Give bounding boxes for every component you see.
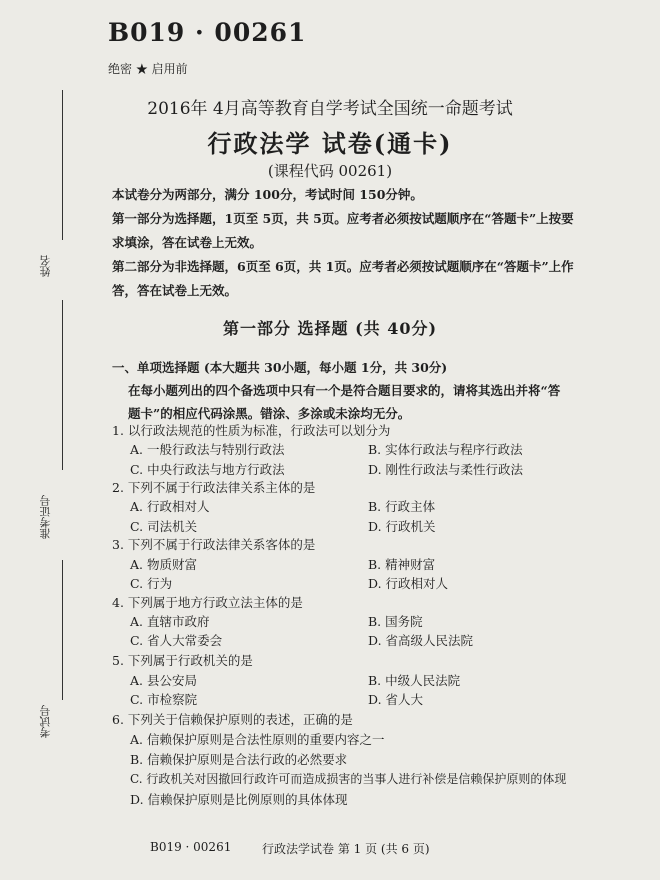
paper-code: B019 · 00261 [108, 18, 307, 47]
question-stem: 3. 下列不属于行政法律关系客体的是 [112, 537, 316, 552]
option-a: A. 直辖市政府 [130, 614, 210, 629]
intro-line: 第一部分为选择题，1页至 5页，共 5页。应考者必须按试题顺序在“答题卡”上按要 [112, 211, 574, 226]
option-d: D. 省高级人民法院 [368, 633, 474, 648]
intro-line: 答，答在试卷上无效。 [112, 283, 238, 298]
name-label: 姓名 [39, 255, 52, 277]
instruction-line: 在每小题列出的四个备选项中只有一个是符合题目要求的，请将其选出并将“答 [128, 383, 561, 398]
option-d: D. 信赖保护原则是比例原则的具体体现 [130, 792, 348, 807]
seat-number-label: 考试号 [39, 705, 52, 738]
intro-line: 本试卷分为两部分，满分 100分，考试时间 150分钟。 [112, 187, 423, 202]
option-d: D. 省人大 [368, 692, 424, 707]
option-b: B. 实体行政法与程序行政法 [368, 442, 523, 457]
exam-title: 2016年 4月高等教育自学考试全国统一命题考试 [147, 99, 513, 119]
intro-line: 第二部分为非选择题，6页至 6页，共 1页。应考者必须按试题顺序在“答题卡”上作 [112, 259, 574, 274]
section-title: 第一部分 选择题 (共 40分) [222, 319, 438, 338]
question-stem: 5. 下列属于行政机关的是 [112, 653, 253, 668]
question-stem: 6. 下列关于信赖保护原则的表述，正确的是 [112, 712, 353, 727]
option-a: A. 信赖保护原则是合法性原则的重要内容之一 [130, 732, 385, 747]
footer-code: B019 · 00261 [150, 840, 232, 854]
option-a: A. 一般行政法与特别行政法 [130, 442, 285, 457]
option-a: A. 县公安局 [130, 673, 197, 688]
option-b: B. 精神财富 [368, 557, 436, 572]
course-code: (课程代码 00261) [267, 162, 393, 180]
footer-page: 行政法学试卷 第 1 页 (共 6 页) [262, 842, 430, 856]
question-stem: 2. 下列不属于行政法律关系主体的是 [112, 480, 316, 495]
option-b: B. 中级人民法院 [368, 673, 461, 688]
option-a: A. 物质财富 [130, 557, 197, 572]
question-stem: 1. 以行政法规范的性质为标准，行政法可以划分为 [112, 423, 391, 438]
question-group-heading: 一、单项选择题 (本大题共 30小题，每小题 1分，共 30分) [112, 360, 448, 375]
admission-number-label: 准考证号 [39, 495, 52, 539]
option-b: B. 国务院 [368, 614, 423, 629]
intro-line: 求填涂，答在试卷上无效。 [112, 235, 263, 250]
confidential-mark: 绝密 ★ 启用前 [108, 62, 188, 76]
option-c: C. 行政机关对因撤回行政许可而造成损害的当事人进行补偿是信赖保护原则的体现 [130, 772, 567, 786]
binding-line [62, 560, 63, 700]
option-a: A. 行政相对人 [130, 499, 210, 514]
option-c: C. 省人大常委会 [130, 633, 223, 648]
option-c: C. 市检察院 [130, 692, 198, 707]
paper-title: 行政法学 试卷(通卡) [207, 129, 453, 158]
option-b: B. 信赖保护原则是合法行政的必然要求 [130, 752, 348, 767]
instruction-line: 题卡”的相应代码涂黑。错涂、多涂或未涂均无分。 [128, 406, 411, 421]
option-b: B. 行政主体 [368, 499, 436, 514]
option-d: D. 刚性行政法与柔性行政法 [368, 462, 524, 477]
option-c: C. 中央行政法与地方行政法 [130, 462, 285, 477]
option-c: C. 司法机关 [130, 519, 198, 534]
question-stem: 4. 下列属于地方行政立法主体的是 [112, 595, 303, 610]
option-c: C. 行为 [130, 576, 173, 591]
option-d: D. 行政机关 [368, 519, 436, 534]
option-d: D. 行政相对人 [368, 576, 449, 591]
